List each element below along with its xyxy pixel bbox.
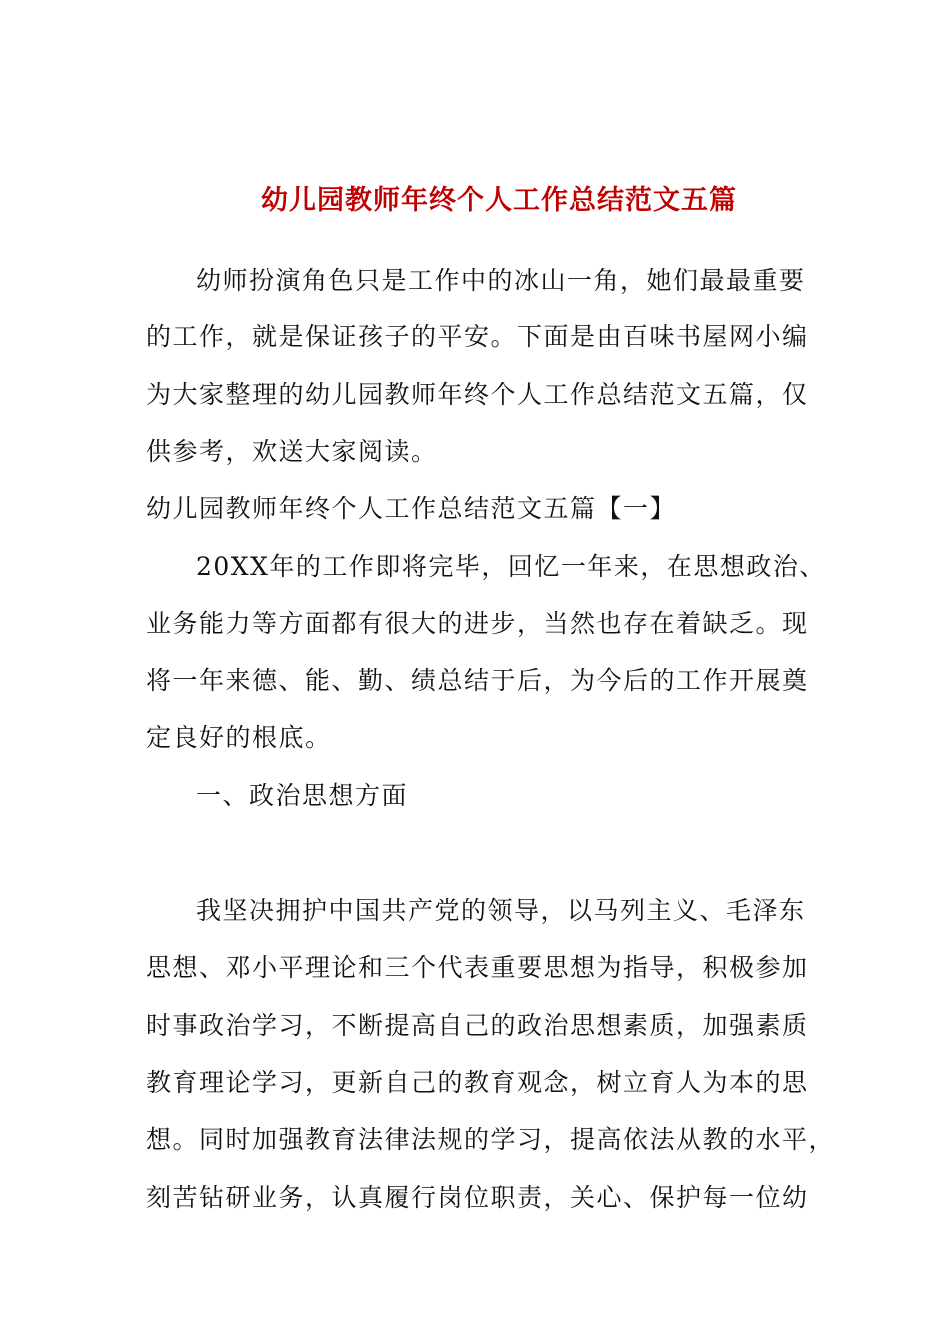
- paragraph-line-2: 业务能力等方面都有很大的进步，当然也存在着缺乏。现: [146, 609, 809, 638]
- paragraph-line-1: 20XX年的工作即将完毕，回忆一年来，在思想政治、: [196, 552, 826, 581]
- intro-line-3: 为大家整理的幼儿园教师年终个人工作总结范文五篇，仅: [146, 380, 809, 409]
- intro-line-2: 的工作，就是保证孩子的平安。下面是由百味书屋网小编: [146, 322, 809, 351]
- paragraph-line-4: 定良好的根底。: [146, 723, 332, 752]
- document-title: 幼儿园教师年终个人工作总结范文五篇: [261, 185, 737, 216]
- paragraph2-line-5: 想。同时加强教育法律法规的学习，提高依法从教的水平，: [146, 1125, 836, 1154]
- paragraph2-line-1: 我坚决拥护中国共产党的领导，以马列主义、毛泽东: [196, 896, 806, 925]
- intro-line-1: 幼师扮演角色只是工作中的冰山一角，她们最最重要: [196, 266, 806, 295]
- subheading-political: 一、政治思想方面: [196, 781, 409, 810]
- paragraph2-line-2: 思想、邓小平理论和三个代表重要思想为指导，积极参加: [146, 953, 809, 982]
- paragraph2-line-3: 时事政治学习，不断提高自己的政治思想素质，加强素质: [146, 1011, 809, 1040]
- intro-line-4: 供参考，欢送大家阅读。: [146, 437, 438, 466]
- paragraph2-line-4: 教育理论学习，更新自己的教育观念，树立育人为本的思: [146, 1068, 809, 1097]
- paragraph-line-3: 将一年来德、能、勤、绩总结于后，为今后的工作开展奠: [146, 666, 809, 695]
- section-heading: 幼儿园教师年终个人工作总结范文五篇【一】: [146, 494, 677, 523]
- paragraph2-line-6: 刻苦钻研业务，认真履行岗位职责，关心、保护每一位幼: [146, 1183, 809, 1212]
